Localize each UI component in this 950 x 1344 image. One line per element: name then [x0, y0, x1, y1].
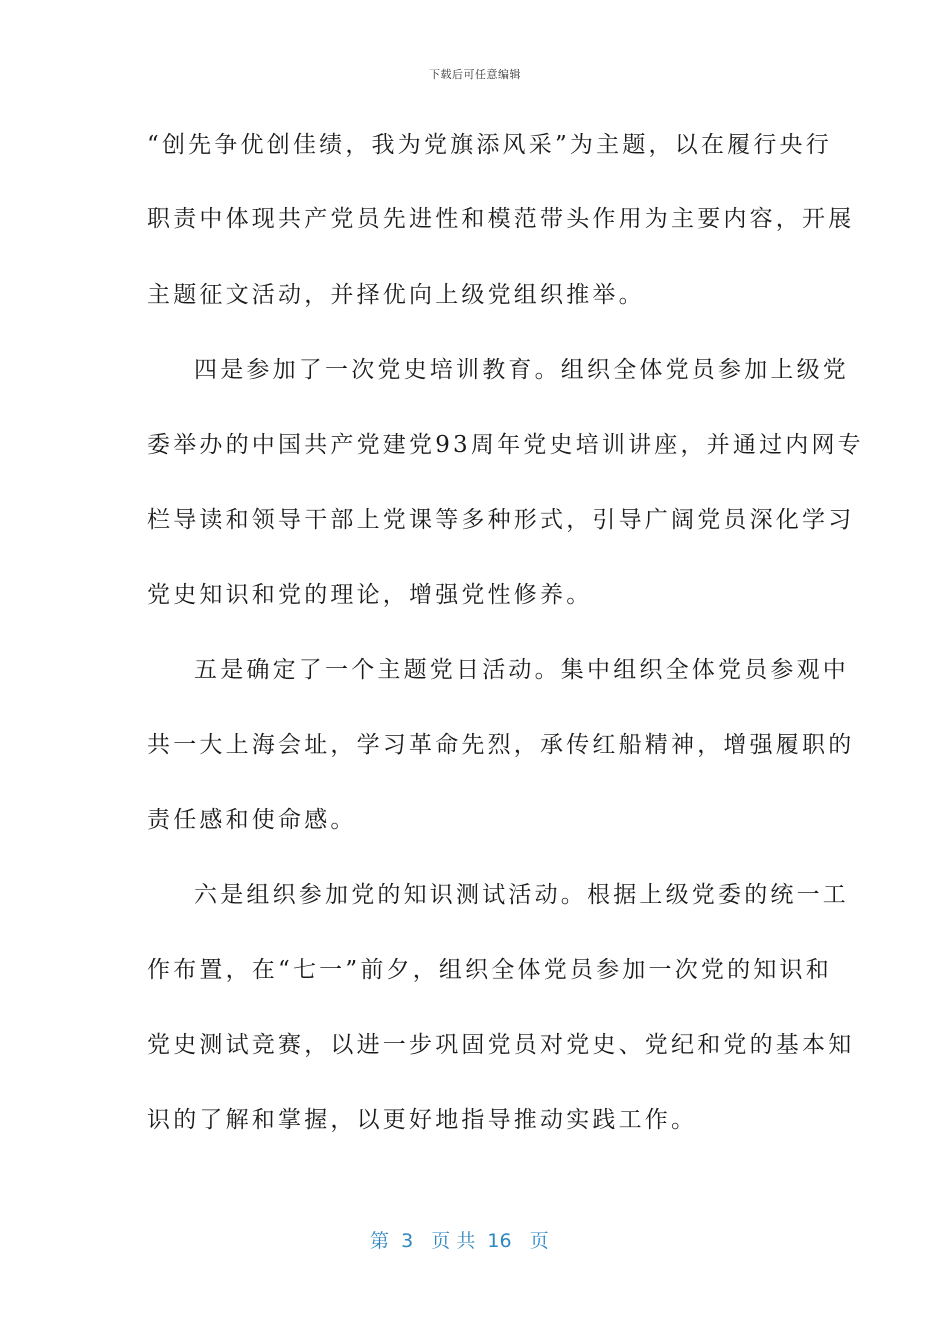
body-line-2: 职责中体现共产党员先进性和模范带头作用为主要内容，开展 — [147, 206, 855, 232]
paragraph-4-line-3: 栏导读和领导干部上党课等多种形式，引导广阔党员深化学习 — [147, 507, 855, 533]
body-line-1: “创先争优创佳绩，我为党旗添风采”为主题，以在履行央行 — [147, 132, 832, 158]
header-note: 下载后可任意编辑 — [429, 68, 521, 81]
paragraph-4-line-4: 党史知识和党的理论，增强党性修养。 — [147, 582, 593, 608]
paragraph-5-line-3: 责任感和使命感。 — [147, 807, 357, 833]
page-number-footer: 第 3 页 共 16 页 — [370, 1230, 549, 1252]
paragraph-6-line-2: 作布置，在“七一”前夕，组织全体党员参加一次党的知识和 — [147, 957, 832, 983]
paragraph-5-line-1: 五是确定了一个主题党日活动。集中组织全体党员参观中 — [194, 657, 849, 683]
paragraph-4-line-2: 委举办的中国共产党建党93周年党史培训讲座，并通过内网专 — [147, 432, 864, 458]
paragraph-4-line-1: 四是参加了一次党史培训教育。组织全体党员参加上级党 — [194, 357, 849, 383]
paragraph-6-line-1: 六是组织参加党的知识测试活动。根据上级党委的统一工 — [194, 882, 849, 908]
paragraph-5-line-2: 共一大上海会址，学习革命先烈，承传红船精神，增强履职的 — [147, 732, 855, 758]
paragraph-6-line-3: 党史测试竞赛，以进一步巩固党员对党史、党纪和党的基本知 — [147, 1032, 855, 1058]
body-line-3: 主题征文活动，并择优向上级党组织推举。 — [147, 282, 645, 308]
paragraph-6-line-4: 识的了解和掌握，以更好地指导推动实践工作。 — [147, 1107, 698, 1133]
